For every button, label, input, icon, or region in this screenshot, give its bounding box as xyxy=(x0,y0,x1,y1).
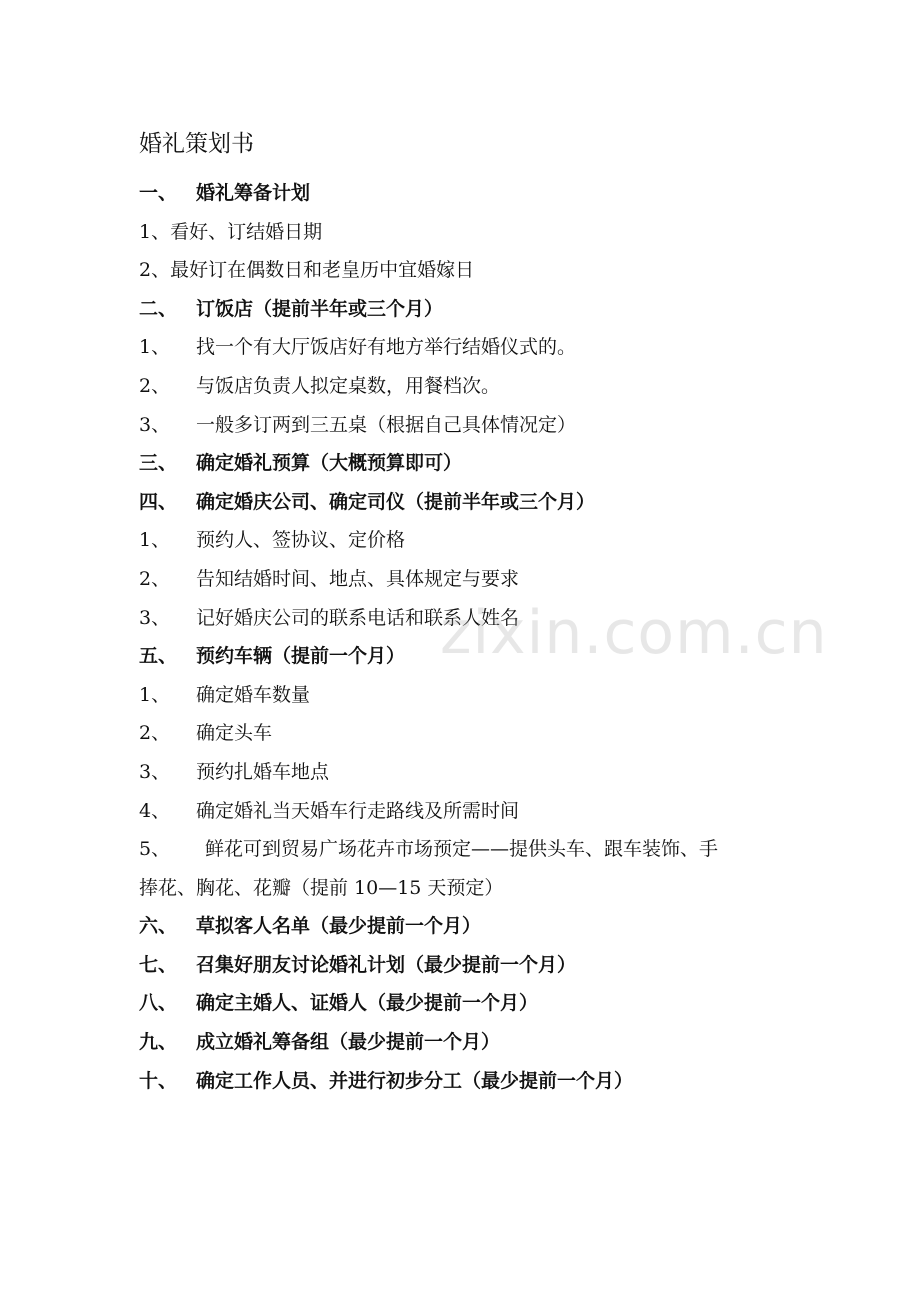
item-text: 召集好朋友讨论婚礼计划（最少提前一个月） xyxy=(196,953,577,976)
item-text: 确定主婚人、证婚人（最少提前一个月） xyxy=(196,992,539,1015)
item-text-line2: 捧花、胸花、花瓣（提前 10—15 天预定） xyxy=(139,876,504,899)
item-number: 六、 xyxy=(139,915,178,938)
item-text: 预约扎婚车地点 xyxy=(196,760,330,783)
item-number: 八、 xyxy=(139,992,178,1015)
item-text: 草拟客人名单（最少提前一个月） xyxy=(196,915,482,938)
item-text: 预约人、签协议、定价格 xyxy=(196,529,406,552)
item-number: 四、 xyxy=(139,490,178,513)
item-number: 1、 xyxy=(139,336,171,359)
list-item xyxy=(139,560,789,599)
list-item xyxy=(139,714,789,753)
item-number: 三、 xyxy=(139,452,178,475)
watermark: zixin.com.cn xyxy=(440,598,828,668)
section-heading xyxy=(139,984,789,1023)
list-item xyxy=(139,213,789,252)
list-item xyxy=(139,792,789,831)
list-item xyxy=(139,367,789,406)
item-text: 一般多订两到三五桌（根据自己具体情况定） xyxy=(196,413,577,436)
section-heading xyxy=(139,290,789,329)
item-text-line1: 鲜花可到贸易广场花卉市场预定——提供头车、跟车装饰、手 xyxy=(205,838,719,861)
list-item xyxy=(139,406,789,445)
item-text: 与饭店负责人拟定桌数，用餐档次。 xyxy=(196,374,501,397)
item-number: 3、 xyxy=(139,760,171,783)
section-heading xyxy=(139,1023,789,1062)
item-number: 2、 xyxy=(139,722,171,745)
list-item xyxy=(139,251,789,290)
item-number: 十、 xyxy=(139,1069,178,1092)
list-item xyxy=(139,676,789,715)
item-text: 找一个有大厅饭店好有地方举行结婚仪式的。 xyxy=(196,336,577,359)
item-number: 二、 xyxy=(139,297,178,320)
section-heading xyxy=(139,483,789,522)
list-item-wrapped xyxy=(139,830,789,907)
item-text: 记好婚庆公司的联系电话和联系人姓名 xyxy=(196,606,520,629)
section-heading xyxy=(139,946,789,985)
item-number: 九、 xyxy=(139,1031,178,1054)
item-text: 告知结婚时间、地点、具体规定与要求 xyxy=(196,567,520,590)
item-text: 看好、订结婚日期 xyxy=(170,220,323,243)
list-item xyxy=(139,753,789,792)
item-text: 确定婚礼当天婚车行走路线及所需时间 xyxy=(196,799,520,822)
list-item xyxy=(139,328,789,367)
item-number: 1、 xyxy=(139,529,171,552)
section-heading xyxy=(139,907,789,946)
item-text: 确定婚庆公司、确定司仪（提前半年或三个月） xyxy=(196,490,596,513)
item-number: 3、 xyxy=(139,606,171,629)
item-text: 婚礼筹备计划 xyxy=(196,182,311,204)
item-number: 七、 xyxy=(139,953,178,976)
item-number: 5、 xyxy=(139,838,171,861)
item-number: 4、 xyxy=(139,799,171,822)
item-number: 2、 xyxy=(139,259,171,282)
outline-list-tail xyxy=(139,907,789,1100)
list-item xyxy=(139,599,789,638)
item-text: 预约车辆（提前一个月） xyxy=(196,645,406,668)
item-text: 成立婚礼筹备组（最少提前一个月） xyxy=(196,1031,501,1054)
section-heading xyxy=(139,637,789,676)
list-item xyxy=(139,521,789,560)
item-number: 2、 xyxy=(139,374,171,397)
section-heading xyxy=(139,1062,789,1101)
item-text: 最好订在偶数日和老皇历中宜婚嫁日 xyxy=(170,259,475,282)
document-body xyxy=(139,128,789,1100)
section-heading xyxy=(139,444,789,483)
item-text: 确定婚礼预算（大概预算即可） xyxy=(196,452,463,475)
item-text: 确定头车 xyxy=(196,722,273,745)
document-title: 婚礼策划书 xyxy=(139,131,254,157)
item-text: 订饭店（提前半年或三个月） xyxy=(196,297,444,320)
item-number: 3、 xyxy=(139,413,171,436)
item-number: 一、 xyxy=(139,182,178,204)
item-number: 五、 xyxy=(139,645,178,668)
item-text: 确定工作人员、并进行初步分工（最少提前一个月） xyxy=(196,1069,634,1092)
item-text: 确定婚车数量 xyxy=(196,683,311,706)
outline-list xyxy=(139,174,789,830)
item-number: 1、 xyxy=(139,220,171,243)
item-number: 2、 xyxy=(139,567,171,590)
section-heading xyxy=(139,174,789,213)
item-number: 1、 xyxy=(139,683,171,706)
